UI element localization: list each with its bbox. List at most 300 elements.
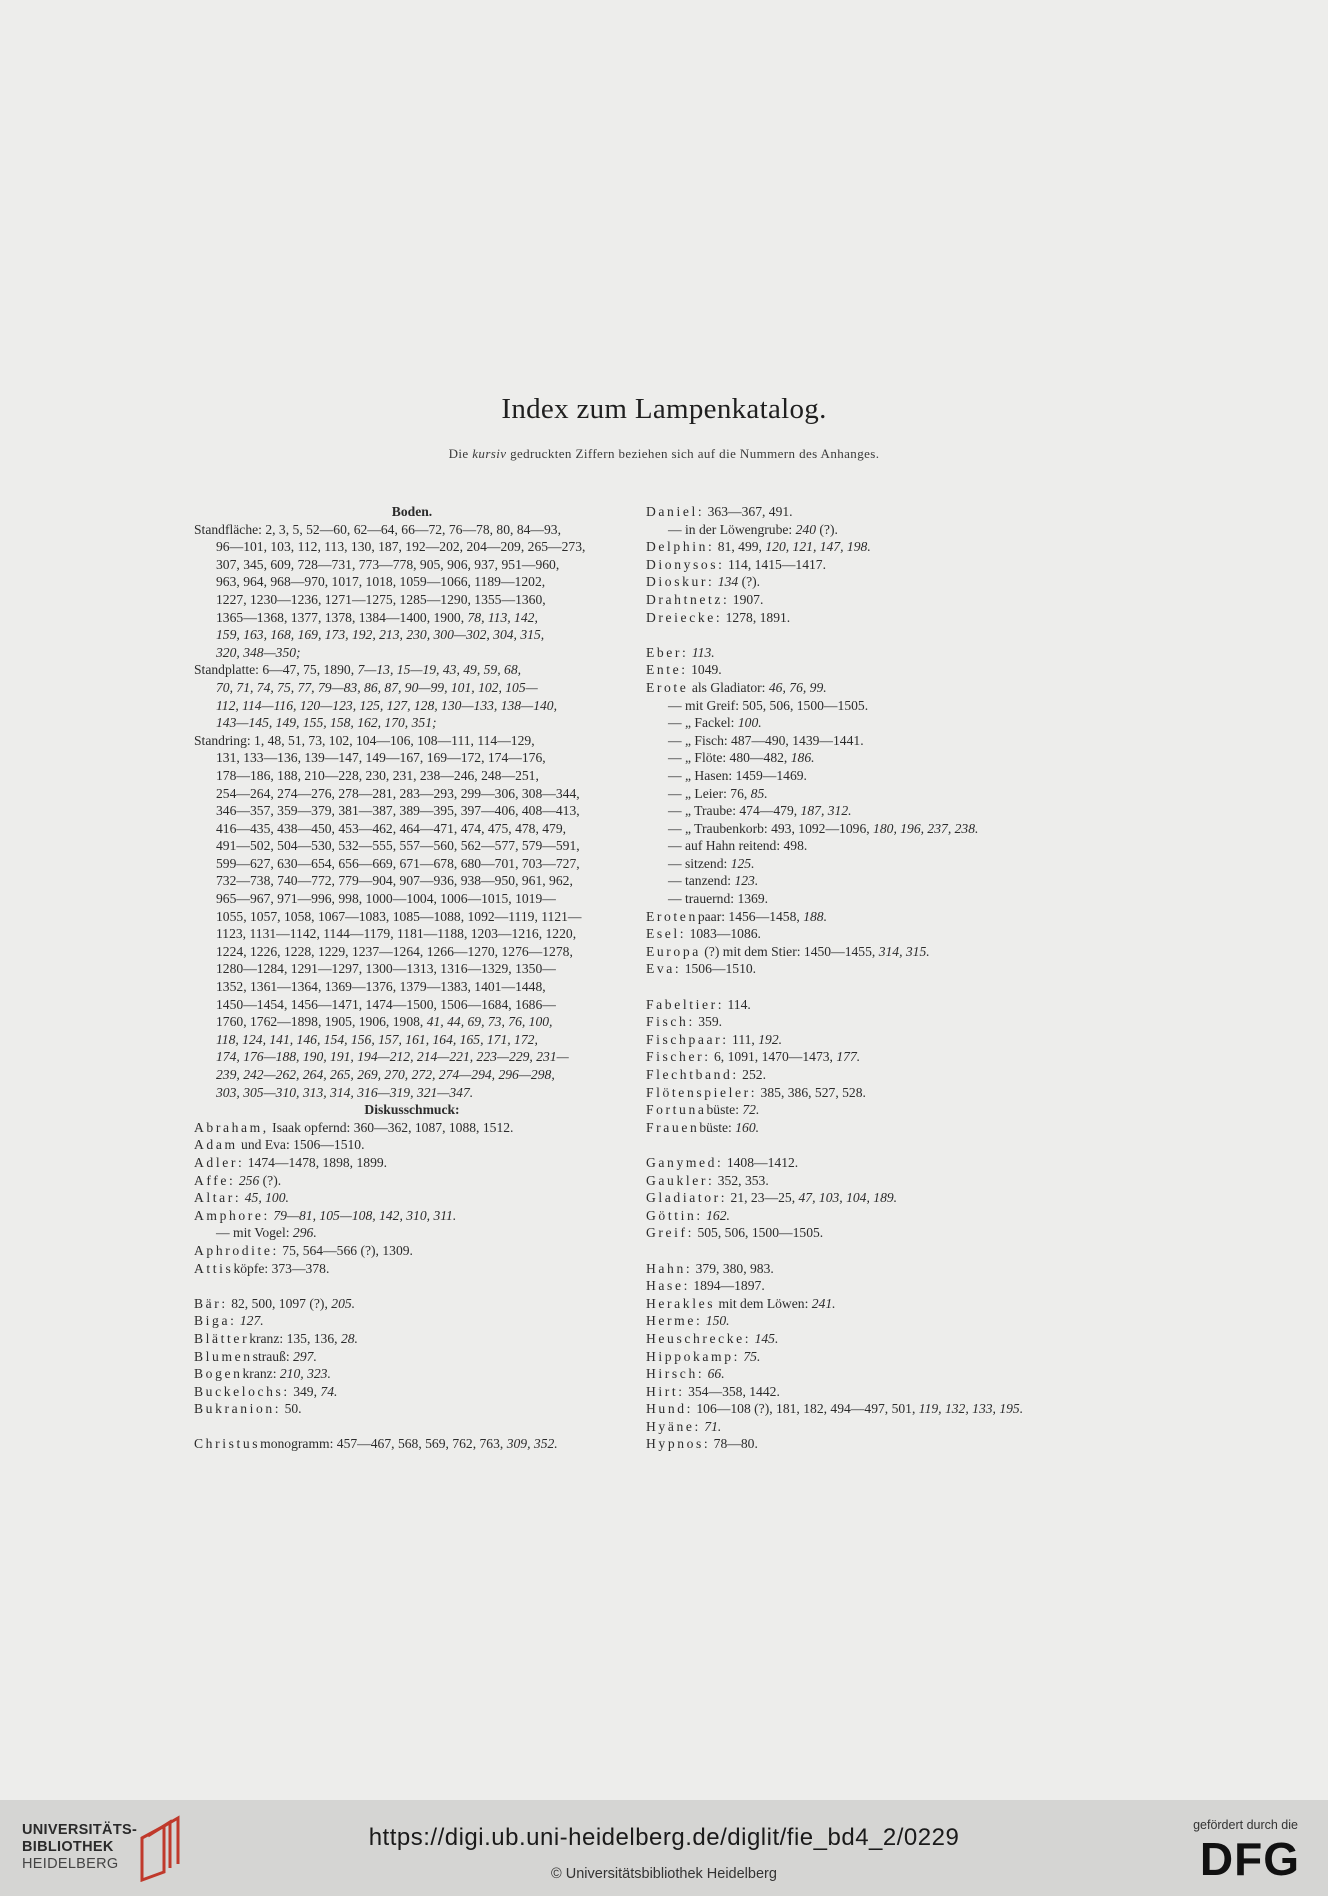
text-segment: — „ Traubenkorb: 493, 1092—1096, — [668, 820, 874, 836]
index-entry-line — [194, 1312, 630, 1330]
index-entry-line — [646, 1154, 1086, 1172]
text-segment: 45, 100. — [244, 1190, 289, 1206]
text-segment: Abraham, — [194, 1119, 269, 1135]
text-segment: 297. — [293, 1348, 317, 1364]
text-segment: 143—145, 149, 155, 158, 162, 170, 351; — [216, 715, 437, 731]
index-column-left — [194, 503, 630, 1453]
text-segment: 120, 121, 147, 198. — [765, 539, 871, 555]
text-segment: Dionysos: — [646, 556, 725, 572]
text-segment: (?). — [738, 574, 761, 590]
index-entry-line — [194, 1207, 630, 1225]
text-segment: 66. — [707, 1366, 725, 1382]
text-segment: Herakles — [646, 1295, 716, 1311]
page-subtitle — [0, 446, 1328, 462]
index-entry-line — [646, 820, 1086, 838]
text-segment: 162. — [706, 1207, 730, 1223]
index-entry-line — [194, 925, 630, 943]
index-entry-line — [194, 1295, 630, 1313]
index-entry-line — [194, 1435, 630, 1453]
index-entry-line — [194, 538, 630, 556]
text-segment: 85. — [750, 785, 768, 801]
index-entry-line — [646, 1224, 1086, 1242]
text-segment: 123. — [734, 873, 759, 889]
text-segment: 160. — [735, 1119, 760, 1135]
text-segment: 1894—1897. — [689, 1278, 765, 1294]
text-segment: kranz: — [242, 1366, 280, 1382]
text-segment: 1408—1412. — [723, 1154, 799, 1170]
index-entry-line — [194, 1330, 630, 1348]
index-entry-line — [646, 1189, 1086, 1207]
text-segment: mit dem Löwen: — [715, 1295, 812, 1311]
page-title: Index zum Lampenkatalog. — [501, 393, 827, 425]
text-segment: 79—81, 105—108, 142, 310, 311. — [273, 1207, 457, 1223]
text-segment: 7—13, 15—19, 43, 49, 59, 68, — [357, 662, 522, 678]
text-segment: Fischer: — [646, 1049, 711, 1065]
text-segment: Ganymed: — [646, 1154, 724, 1170]
text-segment: 47, 103, 104, 189. — [798, 1190, 898, 1206]
index-entry-line — [646, 925, 1086, 943]
index-entry-line — [194, 1136, 630, 1154]
text-segment: Hahn: — [646, 1260, 693, 1276]
text-segment: — mit Greif: 505, 506, 1500—1505. — [668, 697, 869, 713]
text-segment: Drahtnetz: — [646, 591, 730, 607]
text-segment: 963, 964, 968—970, 1017, 1018, 1059—1066, 1189—1202, — [216, 574, 546, 590]
text-segment: 41, 44, 69, 73, 76, 100, — [426, 1014, 553, 1030]
text-segment: Daniel: — [646, 504, 705, 519]
text-segment: 81, 499, — [714, 539, 766, 555]
index-entry-line — [194, 996, 630, 1014]
index-entry-line — [194, 1242, 630, 1260]
text-segment: 192. — [758, 1031, 783, 1047]
index-entry-line — [194, 556, 630, 574]
index-entry-line — [194, 855, 630, 873]
text-segment: 379, 380, 983. — [692, 1260, 774, 1276]
index-entry-line — [646, 1312, 1086, 1330]
text-segment: 349, — [289, 1383, 321, 1399]
spacer — [194, 1277, 630, 1295]
text-segment: 732—738, 740—772, 779—904, 907—936, 938—950, 961, 962, — [216, 873, 573, 889]
text-segment: 599—627, 630—654, 656—669, 671—678, 680—701, 703—727, — [216, 855, 580, 871]
index-entry-line — [646, 538, 1086, 556]
index-entry-line — [194, 837, 630, 855]
text-segment: 1055, 1057, 1058, 1067—1083, 1085—1088, 1092—1119, 1121— — [216, 908, 582, 924]
index-entry-line — [194, 1365, 630, 1383]
index-entry-line — [194, 1154, 630, 1172]
text-segment: 74. — [320, 1383, 338, 1399]
text-segment: Isaak opfernd: 360—362, 1087, 1088, 1512. — [268, 1119, 514, 1135]
library-name-line3: HEIDELBERG — [22, 1856, 119, 1872]
text-segment: 1474—1478, 1898, 1899. — [244, 1154, 388, 1170]
index-entry-line — [646, 1119, 1086, 1137]
index-entry-line — [194, 1048, 630, 1066]
text-segment: Bogen — [194, 1366, 243, 1382]
index-entry-line — [646, 1260, 1086, 1278]
section-heading — [194, 1101, 630, 1119]
index-entry-line — [646, 749, 1086, 767]
text-segment: Affe: — [194, 1172, 236, 1188]
section-heading — [194, 503, 630, 521]
text-segment: als Gladiator: — [688, 679, 769, 695]
index-entry-line — [194, 1224, 630, 1242]
text-segment: Hypnos: — [646, 1436, 711, 1452]
index-entry-line — [646, 1013, 1086, 1031]
library-name-line1: UNIVERSITÄTS- — [22, 1822, 138, 1838]
text-segment: — mit Vogel: — [216, 1225, 293, 1241]
index-entry-line — [194, 872, 630, 890]
text-segment: — „ Fackel: — [668, 715, 738, 731]
index-entry-line — [646, 1101, 1086, 1119]
index-entry-line — [194, 978, 630, 996]
index-column-right — [646, 503, 1086, 1453]
text-segment: — in der Löwengrube: — [668, 521, 796, 537]
text-segment: 28. — [340, 1330, 358, 1346]
index-entry-line — [646, 1277, 1086, 1295]
index-entry-line — [646, 837, 1086, 855]
index-entry-line — [194, 1383, 630, 1401]
text-segment: 205. — [331, 1295, 356, 1311]
text-segment: 113. — [691, 644, 715, 660]
text-segment: 1280—1284, 1291—1297, 1300—1313, 1316—1329, 1350— — [216, 961, 556, 977]
index-entry-line — [646, 732, 1086, 750]
text-segment: — „ Hasen: 1459—1469. — [668, 767, 807, 783]
text-segment: 119, 132, 133, 195. — [918, 1401, 1024, 1417]
text-segment: — „ Flöte: 480—482, — [668, 750, 791, 766]
index-entry-line — [194, 1172, 630, 1190]
text-segment: Bukranion: — [194, 1401, 282, 1417]
text-segment: Eber: — [646, 644, 689, 660]
text-segment: 416—435, 438—450, 453—462, 464—471, 474, 475, 478, 479, — [216, 820, 567, 836]
text-segment: — auf Hahn reitend: 498. — [668, 838, 808, 854]
dfg-logo: DFG — [1199, 1833, 1300, 1885]
text-segment: 303, 305—310, 313, 314, 316—319, 321—347. — [216, 1084, 474, 1100]
text-segment: Esel: — [646, 926, 687, 942]
text-segment: 174, 176—188, 190, 191, 194—212, 214—221, 223—229, 231— — [216, 1049, 569, 1065]
text-segment: 505, 506, 1500—1505. — [694, 1225, 824, 1241]
text-segment: Aphrodite: — [194, 1242, 279, 1258]
text-segment: Erote — [646, 679, 689, 695]
text-segment: 1907. — [729, 591, 764, 607]
text-segment: 256 — [238, 1172, 260, 1188]
index-entry-line — [646, 943, 1086, 961]
text-segment: (?). — [816, 521, 838, 537]
text-segment: büste: — [699, 1119, 736, 1135]
text-segment: (?) mit dem Stier: 1450—1455, — [700, 943, 879, 959]
text-segment: Biga: — [194, 1313, 237, 1329]
text-segment: Dioskur: — [646, 574, 715, 590]
text-segment: paar: 1456—1458, — [697, 908, 804, 924]
text-segment: 296. — [292, 1225, 317, 1241]
text-segment: Bär: — [194, 1295, 228, 1311]
text-segment: 78, 113, 142, — [467, 609, 538, 625]
index-entry-line — [646, 996, 1086, 1014]
index-entry-line — [646, 503, 1086, 521]
text-segment: Fortuna — [646, 1102, 707, 1118]
text-segment: Standring: 1, 48, 51, 73, 102, 104—106, 108—111, 114—129, — [194, 732, 535, 748]
text-segment: 1278, 1891. — [722, 609, 791, 625]
text-segment: 1352, 1361—1364, 1369—1376, 1379—1383, 1401—1448, — [216, 979, 546, 995]
text-segment: — sitzend: — [668, 855, 731, 871]
text-segment: — „ Leier: 76, — [668, 785, 751, 801]
text-segment: 385, 386, 527, 528. — [757, 1084, 866, 1100]
index-entry-line — [194, 591, 630, 609]
index-entry-line — [646, 573, 1086, 591]
index-entry-line — [646, 1365, 1086, 1383]
text-segment: 354—358, 1442. — [684, 1383, 780, 1399]
index-entry-line — [646, 714, 1086, 732]
text-segment: Hirsch: — [646, 1366, 705, 1382]
text-segment: Hippokamp: — [646, 1348, 740, 1364]
index-entry-line — [646, 1031, 1086, 1049]
index-entry-line — [646, 591, 1086, 609]
spacer — [646, 978, 1086, 996]
index-entry-line — [646, 890, 1086, 908]
text-segment: Eroten — [646, 908, 698, 924]
permalink-url[interactable]: https://digi.ub.uni-heidelberg.de/diglit/fie_bd4_2/0229 — [368, 1824, 960, 1851]
index-entry-line — [646, 1048, 1086, 1066]
text-segment: gedruckten Ziffern beziehen sich auf die Nummern des Anhanges. — [506, 446, 880, 461]
text-segment: 21, 23—25, — [727, 1190, 799, 1206]
index-entry-line — [194, 785, 630, 803]
text-segment: Fabeltier: — [646, 996, 725, 1012]
index-entry-line — [646, 1207, 1086, 1225]
text-segment: 71. — [704, 1418, 722, 1434]
index-entry-line — [194, 1400, 630, 1418]
text-segment: Fischpaar: — [646, 1031, 729, 1047]
index-entry-line — [646, 855, 1086, 873]
text-segment: 240 — [795, 521, 816, 537]
text-segment: büste: — [706, 1102, 743, 1118]
text-segment: Heuschrecke: — [646, 1330, 752, 1346]
text-segment: 127. — [239, 1313, 264, 1329]
text-segment: monogramm: 457—467, 568, 569, 762, 763, — [260, 1436, 507, 1452]
text-segment: 239, 242—262, 264, 265, 269, 270, 272, 274—294, 296—298, — [216, 1067, 555, 1082]
text-segment: Herme: — [646, 1313, 703, 1329]
text-segment: 96—101, 103, 112, 113, 130, 187, 192—202, 204—209, 265—273, — [216, 539, 586, 555]
text-segment: 46, 76, 99. — [768, 679, 827, 695]
text-segment: Blätter — [194, 1330, 250, 1346]
index-entry-line — [646, 1418, 1086, 1436]
text-segment: Fisch: — [646, 1014, 695, 1030]
index-entry-line — [194, 714, 630, 732]
index-entry-line — [646, 767, 1086, 785]
copyright-text: © Universitätsbibliothek Heidelberg — [551, 1866, 777, 1882]
text-segment: 1224, 1226, 1228, 1229, 1237—1264, 1266—1270, 1276—1278, — [216, 943, 573, 959]
index-entry-line — [194, 1084, 630, 1102]
text-segment: 1049. — [687, 662, 722, 678]
text-segment: Eva: — [646, 961, 682, 977]
index-entry-line — [194, 1119, 630, 1137]
text-segment: köpfe: 373—378. — [233, 1260, 330, 1276]
text-segment: Delphin: — [646, 539, 715, 555]
text-segment: Göttin: — [646, 1207, 703, 1223]
text-segment: 346—357, 359—379, 381—387, 389—395, 397—406, 408—413, — [216, 803, 580, 819]
index-entry-line — [646, 908, 1086, 926]
text-segment: Adler: — [194, 1154, 245, 1170]
library-name-line2: BIBLIOTHEK — [22, 1839, 114, 1855]
index-entry-line — [194, 732, 630, 750]
text-segment: Amphore: — [194, 1207, 270, 1223]
index-entry-line — [194, 626, 630, 644]
text-segment: Standfläche: 2, 3, 5, 52—60, 62—64, 66—72, 76—78, 80, 84—93, — [194, 521, 562, 537]
text-segment: Diskusschmuck: — [364, 1102, 460, 1118]
text-segment: 307, 345, 609, 728—731, 773—778, 905, 906, 937, 951—960, — [216, 556, 560, 572]
index-entry-line — [194, 1260, 630, 1278]
index-entry-line — [194, 1189, 630, 1207]
text-segment: 75, 564—566 (?), 1309. — [278, 1242, 413, 1258]
index-entry-line — [646, 521, 1086, 539]
text-segment: Frauen — [646, 1119, 700, 1135]
index-entry-line — [194, 1066, 630, 1084]
text-segment: 114. — [724, 996, 751, 1012]
spacer — [646, 1242, 1086, 1260]
text-segment: kranz: 135, 136, — [249, 1330, 341, 1346]
text-segment: Attis — [194, 1260, 234, 1276]
index-entry-line — [194, 697, 630, 715]
index-entry-line — [194, 820, 630, 838]
text-segment: Europa — [646, 943, 701, 959]
index-entry-line — [194, 802, 630, 820]
text-segment: 241. — [811, 1295, 836, 1311]
text-segment: Flötenspieler: — [646, 1084, 758, 1100]
index-entry-line — [194, 908, 630, 926]
index-entry-line — [646, 960, 1086, 978]
text-segment: 150. — [705, 1313, 730, 1329]
index-entry-line — [194, 1013, 630, 1031]
text-segment: — „ Traube: 474—479, — [668, 803, 801, 819]
text-segment: Boden. — [391, 504, 433, 519]
index-entry-line — [646, 609, 1086, 627]
text-segment: 180, 196, 237, 238. — [873, 820, 979, 836]
index-entry-line — [646, 1400, 1086, 1418]
text-segment: 186. — [790, 750, 815, 766]
index-entry-line — [194, 644, 630, 662]
text-segment: 114, 1415—1417. — [724, 556, 826, 572]
text-segment: Ente: — [646, 662, 688, 678]
index-entry-line — [646, 679, 1086, 697]
text-segment: 100. — [737, 715, 762, 731]
text-segment: 1123, 1131—1142, 1144—1179, 1181—1188, 1203—1216, 1220, — [216, 926, 577, 942]
text-segment: 1506—1510. — [681, 961, 757, 977]
index-entry-line — [646, 1348, 1086, 1366]
text-segment: 112, 114—116, 120—123, 125, 127, 128, 130—133, 138—140, — [216, 697, 557, 713]
footer-bar — [0, 1800, 1328, 1896]
index-entry-line — [194, 749, 630, 767]
text-segment: Buckelochs: — [194, 1383, 290, 1399]
text-segment: 320, 348—350; — [216, 644, 301, 660]
index-entry-line — [646, 697, 1086, 715]
text-segment: 131, 133—136, 139—147, 149—167, 169—172, 174—176, — [216, 750, 546, 766]
text-segment: 75. — [743, 1348, 761, 1364]
index-entry-line — [646, 1435, 1086, 1453]
text-segment: 309, 352. — [506, 1436, 558, 1452]
index-entry-line — [646, 1084, 1086, 1102]
text-segment: 70, 71, 74, 75, 77, 79—83, 86, 87, 90—99, 101, 102, 105— — [216, 679, 538, 695]
index-entry-line — [646, 1383, 1086, 1401]
text-segment: 1227, 1230—1236, 1271—1275, 1285—1290, 1355—1360, — [216, 591, 546, 607]
spacer — [646, 1136, 1086, 1154]
text-segment: 145. — [754, 1330, 779, 1346]
text-segment: 188. — [803, 908, 827, 924]
text-segment: Standplatte: 6—47, 75, 1890, — [194, 662, 358, 678]
text-segment: Christus — [194, 1436, 261, 1452]
text-segment: Hase: — [646, 1278, 690, 1294]
text-segment: 359. — [694, 1014, 723, 1030]
text-segment: Hyäne: — [646, 1418, 701, 1434]
index-entry-line — [194, 890, 630, 908]
funded-by-text: gefördert durch die — [1193, 1818, 1298, 1832]
text-segment: 187, 312. — [800, 803, 852, 819]
text-segment: — „ Fisch: 487—490, 1439—1441. — [668, 732, 864, 748]
text-segment: und Eva: 1506—1510. — [237, 1137, 365, 1153]
index-entry-line — [646, 556, 1086, 574]
text-segment: Hund: — [646, 1401, 693, 1417]
index-entry-line — [646, 1330, 1086, 1348]
index-entry-line — [646, 785, 1086, 803]
index-entry-line — [646, 644, 1086, 662]
text-segment: 314, 315. — [878, 943, 930, 959]
text-segment: Gaukler: — [646, 1172, 715, 1188]
text-segment: 72. — [742, 1102, 760, 1118]
text-segment: Blumen — [194, 1348, 253, 1364]
index-entry-line — [194, 661, 630, 679]
text-segment: 178—186, 188, 210—228, 230, 231, 238—246, 248—251, — [216, 767, 539, 783]
text-segment: 252. — [738, 1067, 766, 1082]
index-entry-line — [646, 1295, 1086, 1313]
index-entry-line — [194, 609, 630, 627]
text-segment: 1450—1454, 1456—1471, 1474—1500, 1506—1684, 1686— — [216, 996, 556, 1012]
index-entry-line — [646, 661, 1086, 679]
text-segment: 1365—1368, 1377, 1378, 1384—1400, 1900, — [216, 609, 468, 625]
text-segment: (?). — [259, 1172, 282, 1188]
spacer — [194, 1418, 630, 1436]
text-segment: kursiv — [472, 446, 507, 461]
index-entry-line — [194, 521, 630, 539]
spacer — [646, 626, 1086, 644]
text-segment: 1760, 1762—1898, 1905, 1906, 1908, — [216, 1014, 427, 1030]
text-segment: — trauernd: 1369. — [668, 891, 769, 907]
text-segment: Dreiecke: — [646, 609, 723, 625]
text-segment: 134 — [717, 574, 739, 590]
text-segment: Altar: — [194, 1190, 242, 1206]
text-segment: 177. — [836, 1049, 861, 1065]
text-segment: — tanzend: — [668, 873, 735, 889]
text-segment: Gladiator: — [646, 1190, 728, 1206]
text-segment: Greif: — [646, 1225, 695, 1241]
text-segment: 352, 353. — [714, 1172, 769, 1188]
text-segment: strauß: — [252, 1348, 294, 1364]
text-segment: 6, 1091, 1470—1473, — [710, 1049, 837, 1065]
index-entry-line — [646, 872, 1086, 890]
index-entry-line — [194, 573, 630, 591]
index-entry-line — [194, 1031, 630, 1049]
text-segment: 82, 500, 1097 (?), — [227, 1295, 332, 1311]
index-entry-line — [194, 960, 630, 978]
index-entry-line — [646, 1066, 1086, 1084]
text-segment: Flechtband: — [646, 1067, 739, 1082]
text-segment: 125. — [730, 855, 755, 871]
text-segment: 1083—1086. — [686, 926, 761, 942]
text-segment: 50. — [281, 1401, 302, 1417]
text-segment: Hirt: — [646, 1383, 685, 1399]
text-segment: 111, — [728, 1031, 759, 1047]
text-segment: 965—967, 971—996, 998, 1000—1004, 1006—1015, 1019— — [216, 891, 556, 907]
index-entry-line — [194, 679, 630, 697]
index-entry-line — [194, 943, 630, 961]
text-segment: Adam — [194, 1137, 238, 1153]
text-segment: Die — [448, 446, 473, 461]
text-segment: 363—367, 491. — [704, 504, 793, 519]
text-segment: 106—108 (?), 181, 182, 494—497, 501, — [692, 1401, 919, 1417]
